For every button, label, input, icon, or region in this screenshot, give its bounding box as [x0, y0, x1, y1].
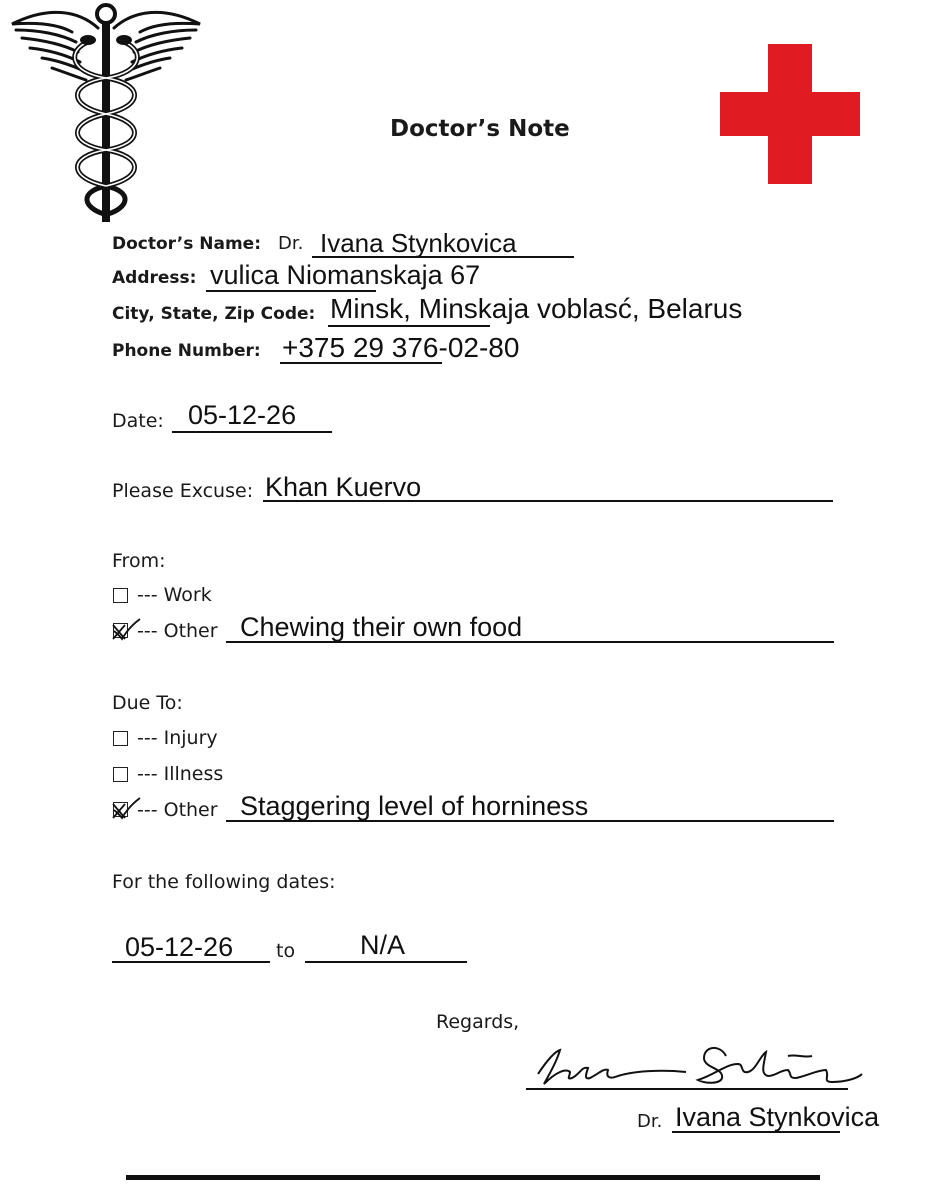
from-other-checkbox[interactable]	[113, 623, 128, 638]
signature-name: Ivana Stynkovica	[675, 1102, 880, 1132]
injury-checkbox[interactable]	[113, 731, 128, 746]
signature-line	[526, 1088, 848, 1090]
start-date-value: 05-12-26	[125, 932, 234, 962]
work-option-label: --- Work	[137, 584, 212, 606]
due-other-underline	[226, 820, 834, 822]
due-other-checkbox[interactable]	[113, 802, 128, 817]
city-underline	[328, 325, 490, 327]
start-date-underline	[112, 961, 270, 963]
doctor-name-label: Doctor’s Name:	[112, 234, 262, 254]
work-checkbox[interactable]	[113, 588, 128, 603]
due-other-value: Staggering level of horniness	[240, 791, 589, 821]
illness-option-label: --- Illness	[137, 763, 224, 785]
due-to-heading: Due To:	[112, 692, 183, 714]
signature-name-underline	[672, 1131, 840, 1133]
doctor-name-value: Ivana Stynkovica	[320, 228, 517, 258]
address-label: Address:	[112, 268, 197, 288]
due-other-label: --- Other	[137, 799, 218, 821]
end-date-value: N/A	[360, 930, 406, 960]
date-label: Date:	[112, 410, 164, 432]
from-heading: From:	[112, 550, 166, 572]
phone-value: +375 29 376-02-80	[282, 332, 520, 363]
city-value: Minsk, Minskaja voblasć, Belarus	[330, 293, 743, 324]
illness-checkbox[interactable]	[113, 767, 128, 782]
red-cross-icon	[720, 44, 860, 184]
address-value: vulica Niomanskaja 67	[210, 260, 481, 290]
signature-prefix: Dr.	[637, 1111, 663, 1132]
excuse-value: Khan Kuervo	[265, 472, 422, 502]
address-underline	[206, 290, 376, 292]
excuse-label: Please Excuse:	[112, 480, 254, 502]
from-other-underline	[226, 641, 834, 643]
dates-heading: For the following dates:	[112, 871, 336, 893]
regards-text: Regards,	[436, 1011, 520, 1033]
end-date-underline	[305, 961, 467, 963]
phone-underline	[280, 362, 442, 364]
injury-option-label: --- Injury	[137, 727, 218, 749]
date-underline	[172, 431, 332, 433]
signature-scribble	[526, 1034, 866, 1094]
doctor-name-prefix: Dr.	[278, 233, 304, 254]
caduceus-icon	[8, 2, 204, 228]
page-title: Doctor’s Note	[390, 116, 570, 142]
doctor-name-underline	[312, 256, 574, 258]
city-label: City, State, Zip Code:	[112, 304, 316, 324]
from-other-value: Chewing their own food	[240, 612, 523, 642]
dates-connector: to	[276, 940, 296, 962]
phone-label: Phone Number:	[112, 341, 261, 361]
date-value: 05-12-26	[188, 400, 297, 430]
excuse-underline	[263, 500, 833, 502]
from-other-label: --- Other	[137, 620, 218, 642]
bottom-rule	[126, 1175, 820, 1180]
